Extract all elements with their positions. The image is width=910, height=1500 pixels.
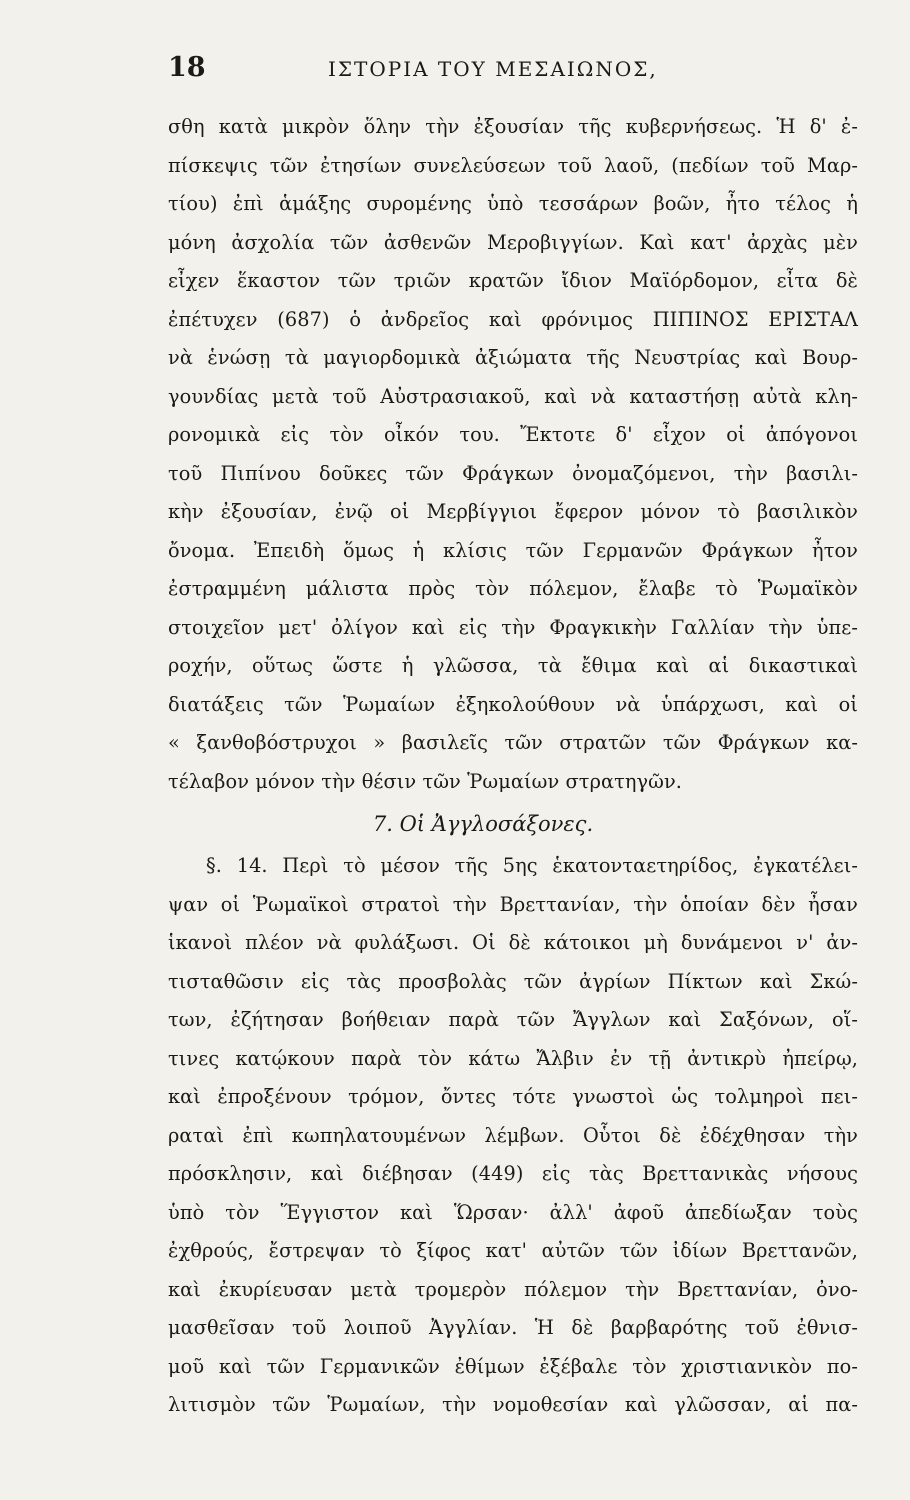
- text-line: τισταθῶσιν εἰς τὰς προσβολὰς τῶν ἀγρίων Πίκτων καὶ Σκώ-: [168, 969, 858, 993]
- section-heading: 7. Οἱ Ἀγγλοσάξονες.: [372, 812, 594, 836]
- page-number: 18: [168, 52, 206, 83]
- text-line: καὶ ἐκυρίευσαν μετὰ τρομερὸν πόλεμον τὴν Βρεττανίαν, ὀνο-: [168, 1277, 858, 1301]
- text-line: ὄνομα. Ἐπειδὴ ὅμως ἡ κλίσις τῶν Γερμανῶν Φράγκων ἦτον: [168, 538, 858, 562]
- page-header: [168, 52, 858, 96]
- body-text: [168, 108, 858, 1425]
- text-line: τινες κατῴκουν παρὰ τὸν κάτω Ἄλβιν ἐν τῇ ἀντικρὺ ἠπείρῳ,: [168, 1046, 858, 1070]
- text-line: τέλαβον μόνον τὴν θέσιν τῶν Ῥωμαίων στρατηγῶν.: [168, 769, 683, 793]
- text-line: ἱκανοὶ πλέον νὰ φυλάξωσι. Οἱ δὲ κάτοικοι μὴ δυνάμενοι ν' ἀν-: [168, 931, 858, 954]
- text-line: των, ἐζήτησαν βοήθειαν παρὰ τῶν Ἄγγλων καὶ Σαξόνων, οἵ-: [168, 1008, 858, 1031]
- text-line: τίου) ἐπὶ ἁμάξης συρομένης ὑπὸ τεσσάρων βοῶν, ἦτο τέλος ἡ: [168, 192, 858, 215]
- text-line: ὑπὸ τὸν Ἕγγιστον καὶ Ὥρσαν· ἀλλ' ἀφοῦ ἀπεδίωξαν τοὺς: [168, 1200, 858, 1224]
- text-line: μόνη ἀσχολία τῶν ἀσθενῶν Μεροβιγγίων. Καὶ κατ' ἀρχὰς μὲν: [168, 230, 858, 254]
- running-head: ΙΣΤΟΡΙΑ ΤΟΥ ΜΕΣΑΙΩΝΟΣ,: [328, 57, 658, 81]
- text-line: ρονομικὰ εἰς τὸν οἶκόν του. Ἔκτοτε δ' εἶχον οἱ ἀπόγονοι: [168, 423, 858, 446]
- text-line: πίσκεψις τῶν ἐτησίων συνελεύσεων τοῦ λαοῦ, (πεδίων τοῦ Μαρ-: [168, 153, 858, 177]
- text-line: τοῦ Πιπίνου δοῦκες τῶν Φράγκων ὀνομαζόμενοι, τὴν βασιλι-: [168, 461, 858, 485]
- text-line: λιτισμὸν τῶν Ῥωμαίων, τὴν νομοθεσίαν καὶ γλῶσσαν, αἱ πα-: [168, 1393, 858, 1416]
- text-line: εἶχεν ἕκαστον τῶν τριῶν κρατῶν ἴδιον Μαϊόρδομον, εἶτα δὲ: [168, 269, 858, 292]
- text-line: καὶ ἐπροξένουν τρόμον, ὄντες τότε γνωστοὶ ὡς τολμηροὶ πει-: [168, 1085, 858, 1108]
- text-line: στοιχεῖον μετ' ὀλίγον καὶ εἰς τὴν Φραγκικὴν Γαλλίαν τὴν ὑπε-: [168, 615, 858, 639]
- text-line: ροχήν, οὕτως ὥστε ἡ γλῶσσα, τὰ ἔθιμα καὶ αἱ δικαστικαὶ: [168, 654, 858, 677]
- text-line: μασθεῖσαν τοῦ λοιποῦ Ἀγγλίαν. Ἡ δὲ βαρβαρότης τοῦ ἐθνισ-: [168, 1316, 858, 1339]
- text-line: ἐστραμμένη μάλιστα πρὸς τὸν πόλεμον, ἔλαβε τὸ Ῥωμαϊκὸν: [168, 577, 858, 600]
- text-line: πρόσκλησιν, καὶ διέβησαν (449) εἰς τὰς Βρεττανικὰς νήσους: [168, 1162, 858, 1185]
- text-line: ψαν οἱ Ῥωμαϊκοὶ στρατοὶ τὴν Βρεττανίαν, τὴν ὁποίαν δὲν ἦσαν: [168, 892, 858, 916]
- text-line: « ξανθοβόστρυχοι » βασιλεῖς τῶν στρατῶν τῶν Φράγκων κα-: [168, 731, 858, 754]
- paragraph-first-line: §. 14. Περὶ τὸ μέσον τῆς 5ης ἑκατονταετηρίδος, ἐγκατέλει-: [206, 854, 858, 877]
- text-line: μοῦ καὶ τῶν Γερμανικῶν ἐθίμων ἐξέβαλε τὸν χριστιανικὸν πο-: [168, 1354, 858, 1378]
- text-line: σθη κατὰ μικρὸν ὅλην τὴν ἐξουσίαν τῆς κυβερνήσεως. Ἡ δ' ἐ-: [168, 115, 858, 138]
- text-line: ἐχθρούς, ἔστρεψαν τὸ ξίφος κατ' αὐτῶν τῶν ἰδίων Βρεττανῶν,: [168, 1239, 858, 1262]
- text-line: διατάξεις τῶν Ῥωμαίων ἐξηκολούθουν νὰ ὑπάρχωσι, καὶ οἱ: [168, 692, 858, 716]
- text-line: νὰ ἑνώσῃ τὰ μαγιορδομικὰ ἀξιώματα τῆς Νευστρίας καὶ Βουρ-: [168, 346, 858, 369]
- text-line: ἐπέτυχεν (687) ὁ ἀνδρεῖος καὶ φρόνιμος ΠΙΠΙΝΟΣ ΕΡΙΣΤΑΛ: [168, 307, 858, 331]
- text-line: γουνδίας μετὰ τοῦ Αὐστρασιακοῦ, καὶ νὰ καταστήσῃ αὐτὰ κλη-: [168, 384, 858, 408]
- text-line: κὴν ἐξουσίαν, ἐνῷ οἱ Μερβίγγιοι ἔφερον μόνον τὸ βασιλικὸν: [168, 500, 858, 523]
- text-line: ραταὶ ἐπὶ κωπηλατουμένων λέμβων. Οὗτοι δὲ ἐδέχθησαν τὴν: [168, 1123, 858, 1147]
